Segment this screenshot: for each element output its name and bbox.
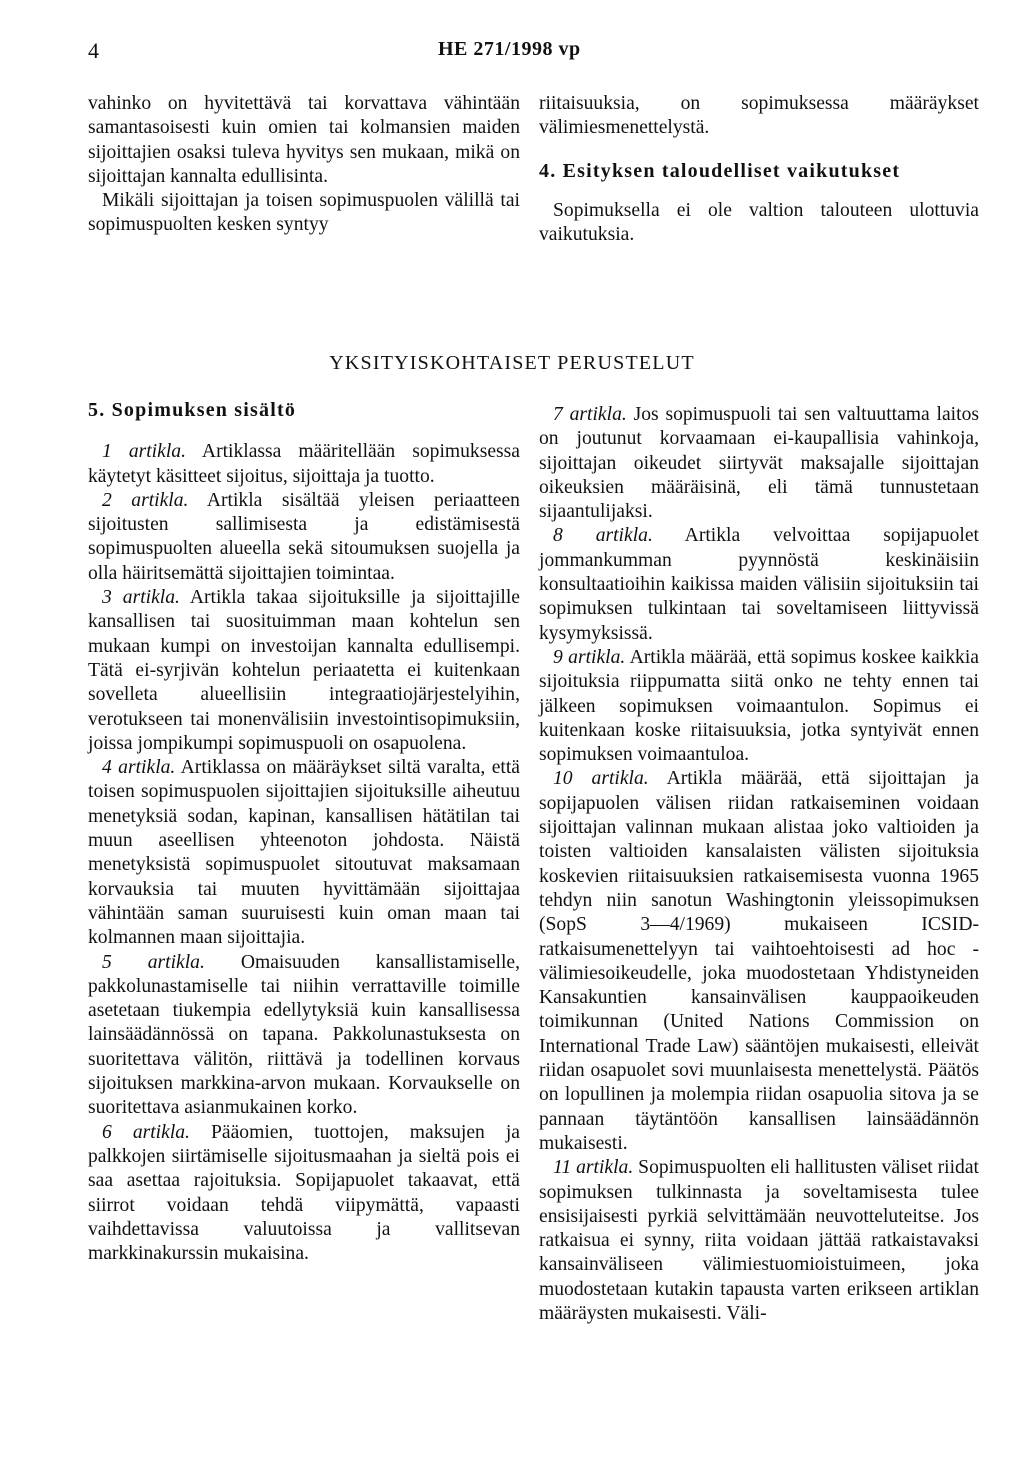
article-label: 1 artikla.	[102, 441, 186, 463]
page-header	[88, 38, 948, 68]
article-paragraph	[539, 403, 979, 524]
paragraph: Sopimuksella ei ole valtion talouteen ulottuvia vaikutuksia.	[539, 199, 979, 246]
article-label: 8 artikla.	[553, 525, 653, 547]
paragraph: vahinko on hyvitettävä tai korvattava vähintään samantasoisesti kuin omien tai kolmansien maiden sijoittajien osaksi tuleva hyvitys sen mukaan, mikä on sijoittajan kannalta edullisinta.	[88, 93, 520, 187]
article-paragraph	[88, 951, 520, 1121]
section-heading: 5. Sopimuksen sisältö	[88, 399, 297, 421]
article-label: 10 artikla.	[553, 768, 649, 790]
article-text: Artikla takaa sijoituksille ja sijoittajille kansallisen tai suosituimman maan kohtelun sen mukaan kumpi on investoijan kannalta edullisempi. Tätä ei-syrjivän kohtelun periaatetta ei kuitenkaan sovelleta alueellisiin integraatiojärjestelyihin, verotukseen tai monenvälisiin investointisopimuksiin, joissa jompikumpi sopimuspuoli on osapuolena.	[88, 587, 520, 754]
article-text: Artiklassa määritellään sopimuksessa käytetyt käsitteet sijoitus, sijoittaja ja tuotto.	[88, 441, 520, 487]
section-heading: 4. Esityksen taloudelliset vaikutukset	[539, 159, 901, 182]
article-paragraph	[539, 1156, 979, 1326]
article-text: Artiklassa on määräykset siltä varalta, että toisen sopimuspuolen sijoittajien sijoituksille aiheutuu menetyksiä sodan, kapinan, kansallisen hätätilan tai muun aseellisen yhteenoton johdosta. Näistä menetyksistä sopimuspuolet sitoutuvat maksamaan korvauksia tai muuten hyvittämään sijoittajaa vähintään saman suuruisesti kuin oman maan tai kolmannen maan sijoittajia.	[88, 757, 520, 949]
article-paragraph	[88, 440, 520, 489]
article-text: Artikla velvoittaa sopijapuolet jommankumman pyynnöstä keskinäisiin konsultaatioihin kaikissa maiden välisiin sijoituksiin tai sopimuksen tulkintaan tai soveltamiseen liittyvissä kysymyksissä.	[539, 525, 979, 644]
article-label: 3 artikla.	[102, 587, 180, 609]
article-label: 6 artikla.	[102, 1121, 190, 1143]
article-paragraph	[539, 524, 979, 645]
article-paragraph	[539, 767, 979, 1156]
article-text: Jos sopimuspuoli tai sen valtuuttama laitos on joutunut korvaamaan ei-kaupallisia vahinkoja, sijoittajan oikeudet siirtyvät maksajalle sijoittajan oikeuksien määräisinä, eli tämä tunnustetaan sijaantulijaksi.	[539, 404, 979, 523]
article-label: 11 artikla.	[553, 1157, 634, 1179]
right-column-main	[539, 403, 979, 1326]
article-paragraph	[88, 1121, 520, 1267]
article-text: Artikla sisältää yleisen periaatteen sijoitusten sallimisesta ja edistämisestä sopimuspuolten alueella sekä sitoumuksen suojella ja olla häiritsemättä sijoittajien toimintaa.	[88, 489, 520, 584]
left-column-main	[88, 398, 520, 1266]
document-id: HE 271/1998 vp	[438, 38, 581, 60]
article-label: 2 artikla.	[102, 489, 189, 511]
article-paragraph	[88, 489, 520, 586]
article-text: Artikla määrää, että sijoittajan ja sopijapuolen välisen riidan ratkaiseminen voidaan sijoittajan valinnan mukaan alistaa joko valtioiden ja toisten valtioiden kansalaisten välisten sijoituksia koskevien riitaisuuksien ratkaisemisesta vuonna 1965 tehdyn niin sanotun Washingtonin yleissopimuksen (SopS 3—4/1969) mukaiseen ICSID-ratkaisumenettelyyn tai vaihtoehtoisesti ad hoc -välimiesoikeudelle, joka muodostetaan Yhdistyneiden Kansakuntien kansainvälisen kauppaoikeuden toimikunnan (United Nations Commission on International Trade Law) sääntöjen mukaisesti, elleivät riidan osapuolet sovi muunlaisesta menettelystä. Päätös on lopullinen ja molempia riidan osapuolia sitova ja se pannaan täytäntöön kansallisen lainsäädännön mukaisesti.	[539, 768, 979, 1154]
section-title: YKSITYISKOHTAISET PERUSTELUT	[329, 352, 695, 374]
page-number: 4	[88, 38, 99, 63]
article-label: 9 artikla.	[553, 646, 626, 668]
article-paragraph	[88, 756, 520, 950]
article-label: 4 artikla.	[102, 757, 176, 779]
paragraph: riitaisuuksia, on sopimuksessa määräykset välimiesmenettelystä.	[539, 93, 979, 139]
right-column-top	[539, 92, 979, 247]
paragraph: Mikäli sijoittajan ja toisen sopimuspuolen välillä tai sopimuspuolten kesken syntyy	[88, 190, 520, 236]
article-text: Artikla määrää, että sopimus koskee kaikkia sijoituksia riippumatta siitä onko ne tehty ennen tai jälkeen sopimuksen voimaantulon. Sopimus ei kuitenkaan koske riitaisuuksia, jotka syntyivät ennen sopimuksen voimaantuloa.	[539, 646, 979, 766]
article-text: Omaisuuden kansallistamiselle, pakkolunastamiselle tai niihin verrattaville toimille asetetaan tiukempia edellytyksiä kuin kansallisessa lainsäädännössä on tapana. Pakkolunastuksesta on suoritettava välitön, riittävä ja todellinen korvaus sijoituksen markkina-arvon mukaan. Korvaukselle on suoritettava asianmukainen korko.	[88, 951, 521, 1119]
article-text: Sopimuspuolten eli hallitusten väliset riidat sopimuksen tulkinnasta ja soveltamisesta tulee ensisijaisesti pyrkiä selvittämään neuvotteluteitse. Jos ratkaisua ei synny, riita voidaan jättää ratkaistavaksi kansainväliseen välimiestuomioistuimeen, joka muodostetaan kutakin tapausta varten erikseen artiklan määräysten mukaisesti. Väli-	[539, 1157, 979, 1324]
article-label: 5 artikla.	[102, 951, 205, 973]
article-paragraph	[539, 646, 979, 767]
article-label: 7 artikla.	[553, 404, 627, 425]
left-column-top	[88, 92, 520, 238]
article-text: Pääomien, tuottojen, maksujen ja palkkojen siirtämiselle sijoitusmaahan ja sieltä pois ei saa asettaa rajoituksia. Sopijapuolet takaavat, että siirrot voidaan tehdä viipymättä, vapaasti vaihdettavissa valuutoissa ja vallitsevan markkinakurssin mukaisina.	[88, 1121, 521, 1265]
article-paragraph	[88, 586, 520, 756]
